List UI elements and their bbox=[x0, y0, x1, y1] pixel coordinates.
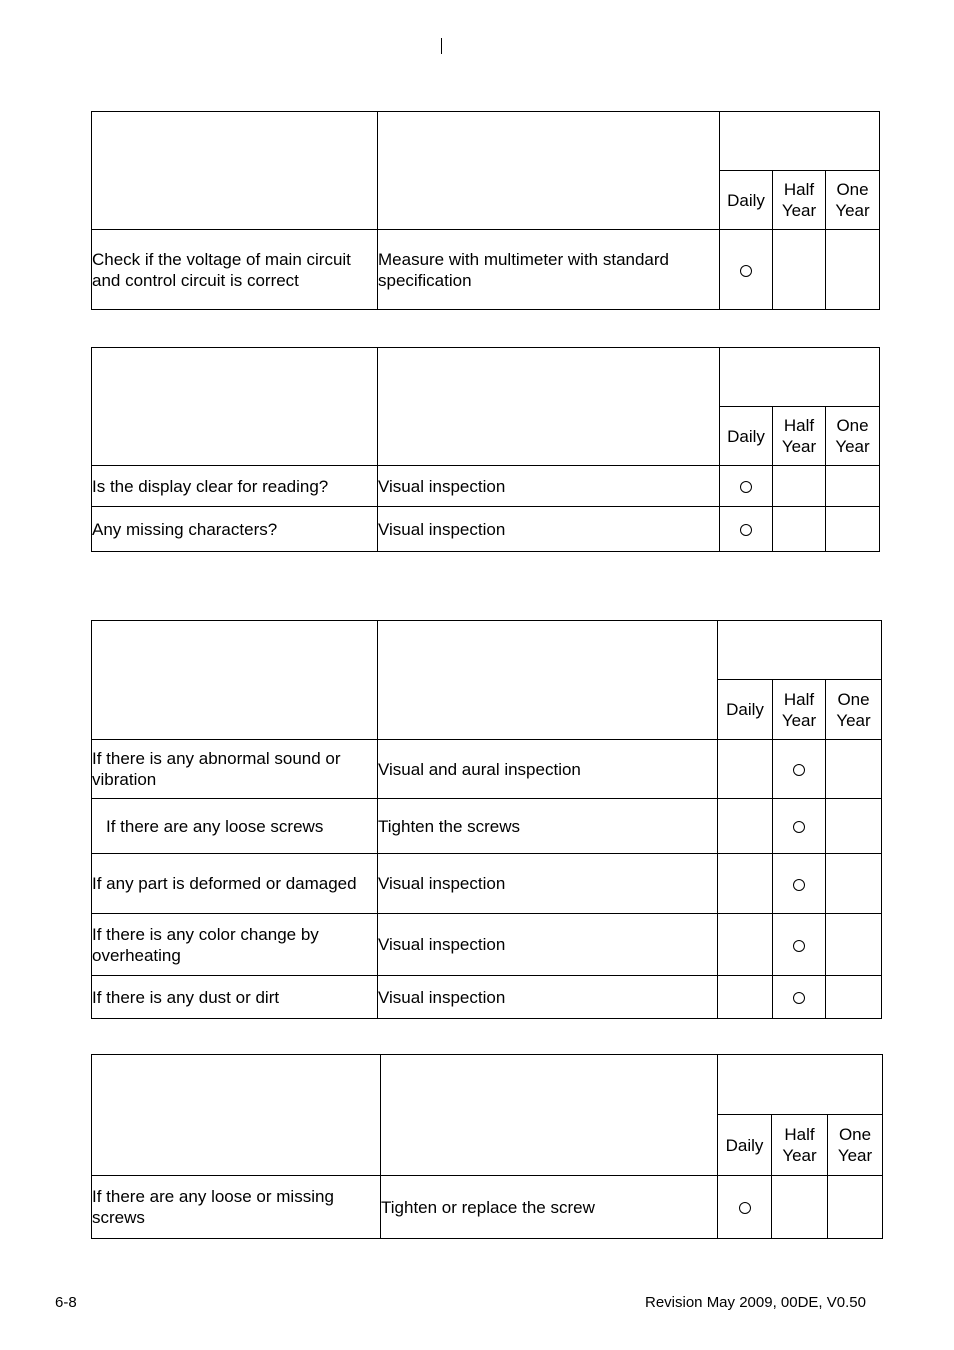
period-half-year-label: Half Year bbox=[781, 689, 817, 730]
half-year-mark bbox=[773, 230, 826, 310]
circle-icon bbox=[740, 265, 752, 277]
table-row bbox=[92, 854, 882, 914]
circle-icon bbox=[793, 992, 805, 1004]
header-period-cell bbox=[718, 1055, 883, 1115]
daily-mark bbox=[718, 1176, 772, 1239]
period-daily: Daily bbox=[718, 1115, 772, 1176]
header-item-cell bbox=[92, 1055, 381, 1176]
header-item-cell bbox=[92, 112, 378, 230]
inspection-table-mechanical bbox=[91, 620, 882, 1019]
check-method: Visual inspection bbox=[378, 914, 718, 976]
header-item-cell bbox=[92, 621, 378, 740]
inspection-table-voltage bbox=[91, 111, 880, 310]
period-one-year bbox=[826, 680, 882, 740]
check-method: Visual and aural inspection bbox=[378, 740, 718, 799]
circle-icon bbox=[793, 940, 805, 952]
period-one-year-label: One Year bbox=[836, 689, 871, 730]
half-year-mark bbox=[773, 507, 826, 552]
table-row bbox=[92, 230, 880, 310]
period-one-year-label: One Year bbox=[837, 1125, 873, 1165]
header-period-cell bbox=[718, 621, 882, 680]
check-method: Visual inspection bbox=[378, 507, 720, 552]
header-method-cell bbox=[378, 348, 720, 466]
daily-mark bbox=[718, 740, 773, 799]
check-item: If there is any color change by overheating bbox=[92, 914, 378, 976]
circle-icon bbox=[740, 524, 752, 536]
table-row bbox=[92, 740, 882, 799]
half-year-mark bbox=[773, 854, 826, 914]
check-item: If there is any dust or dirt bbox=[92, 976, 378, 1019]
period-one-year bbox=[826, 171, 880, 230]
check-item: If any part is deformed or damaged bbox=[92, 854, 378, 914]
half-year-mark bbox=[773, 799, 826, 854]
half-year-mark bbox=[773, 976, 826, 1019]
header-divider bbox=[441, 38, 442, 54]
check-method: Tighten the screws bbox=[378, 799, 718, 854]
inspection-table-screws bbox=[91, 1054, 883, 1239]
header-period-cell bbox=[720, 348, 880, 407]
daily-mark bbox=[718, 914, 773, 976]
period-one-year bbox=[826, 407, 880, 466]
period-half-year-label: Half Year bbox=[781, 416, 817, 456]
one-year-mark bbox=[826, 914, 882, 976]
table-row bbox=[92, 799, 882, 854]
table-row bbox=[92, 1176, 883, 1239]
check-method: Visual inspection bbox=[378, 854, 718, 914]
period-half-year-label: Half Year bbox=[781, 180, 817, 220]
half-year-mark bbox=[773, 466, 826, 507]
one-year-mark bbox=[828, 1176, 883, 1239]
daily-mark bbox=[720, 466, 773, 507]
table-row bbox=[92, 466, 880, 507]
half-year-mark bbox=[772, 1176, 828, 1239]
daily-mark bbox=[718, 799, 773, 854]
half-year-mark bbox=[773, 914, 826, 976]
table-row bbox=[92, 507, 880, 552]
one-year-mark bbox=[826, 799, 882, 854]
one-year-mark bbox=[826, 466, 880, 507]
check-item: Any missing characters? bbox=[92, 507, 378, 552]
period-half-year bbox=[773, 171, 826, 230]
inspection-table-display bbox=[91, 347, 880, 552]
check-item: If there are any loose screws bbox=[92, 799, 378, 854]
period-one-year bbox=[828, 1115, 883, 1176]
circle-icon bbox=[793, 764, 805, 776]
period-daily: Daily bbox=[720, 171, 773, 230]
circle-icon bbox=[793, 821, 805, 833]
period-half-year bbox=[773, 680, 826, 740]
one-year-mark bbox=[826, 740, 882, 799]
one-year-mark bbox=[826, 976, 882, 1019]
period-half-year-label: Half Year bbox=[782, 1125, 817, 1165]
circle-icon bbox=[740, 481, 752, 493]
header-method-cell bbox=[378, 112, 720, 230]
check-item: Check if the voltage of main circuit and control circuit is correct bbox=[92, 230, 378, 310]
header-method-cell bbox=[381, 1055, 718, 1176]
circle-icon bbox=[793, 879, 805, 891]
period-daily: Daily bbox=[718, 680, 773, 740]
table-row bbox=[92, 914, 882, 976]
one-year-mark bbox=[826, 230, 880, 310]
revision-note: Revision May 2009, 00DE, V0.50 bbox=[645, 1294, 866, 1311]
period-one-year-label: One Year bbox=[835, 180, 870, 220]
one-year-mark bbox=[826, 507, 880, 552]
daily-mark bbox=[720, 230, 773, 310]
check-item: If there is any abnormal sound or vibration bbox=[92, 740, 378, 799]
check-method: Visual inspection bbox=[378, 466, 720, 507]
check-item: If there are any loose or missing screws bbox=[92, 1176, 381, 1239]
check-method: Measure with multimeter with standard specification bbox=[378, 230, 720, 310]
period-half-year bbox=[772, 1115, 828, 1176]
period-half-year bbox=[773, 407, 826, 466]
one-year-mark bbox=[826, 854, 882, 914]
header-item-cell bbox=[92, 348, 378, 466]
table-row bbox=[92, 976, 882, 1019]
check-method: Tighten or replace the screw bbox=[381, 1176, 718, 1239]
page-number: 6-8 bbox=[55, 1294, 77, 1311]
daily-mark bbox=[718, 976, 773, 1019]
period-one-year-label: One Year bbox=[835, 416, 870, 456]
check-method: Visual inspection bbox=[378, 976, 718, 1019]
header-method-cell bbox=[378, 621, 718, 740]
daily-mark bbox=[720, 507, 773, 552]
half-year-mark bbox=[773, 740, 826, 799]
check-item: Is the display clear for reading? bbox=[92, 466, 378, 507]
circle-icon bbox=[739, 1202, 751, 1214]
period-daily: Daily bbox=[720, 407, 773, 466]
daily-mark bbox=[718, 854, 773, 914]
header-period-cell bbox=[720, 112, 880, 171]
